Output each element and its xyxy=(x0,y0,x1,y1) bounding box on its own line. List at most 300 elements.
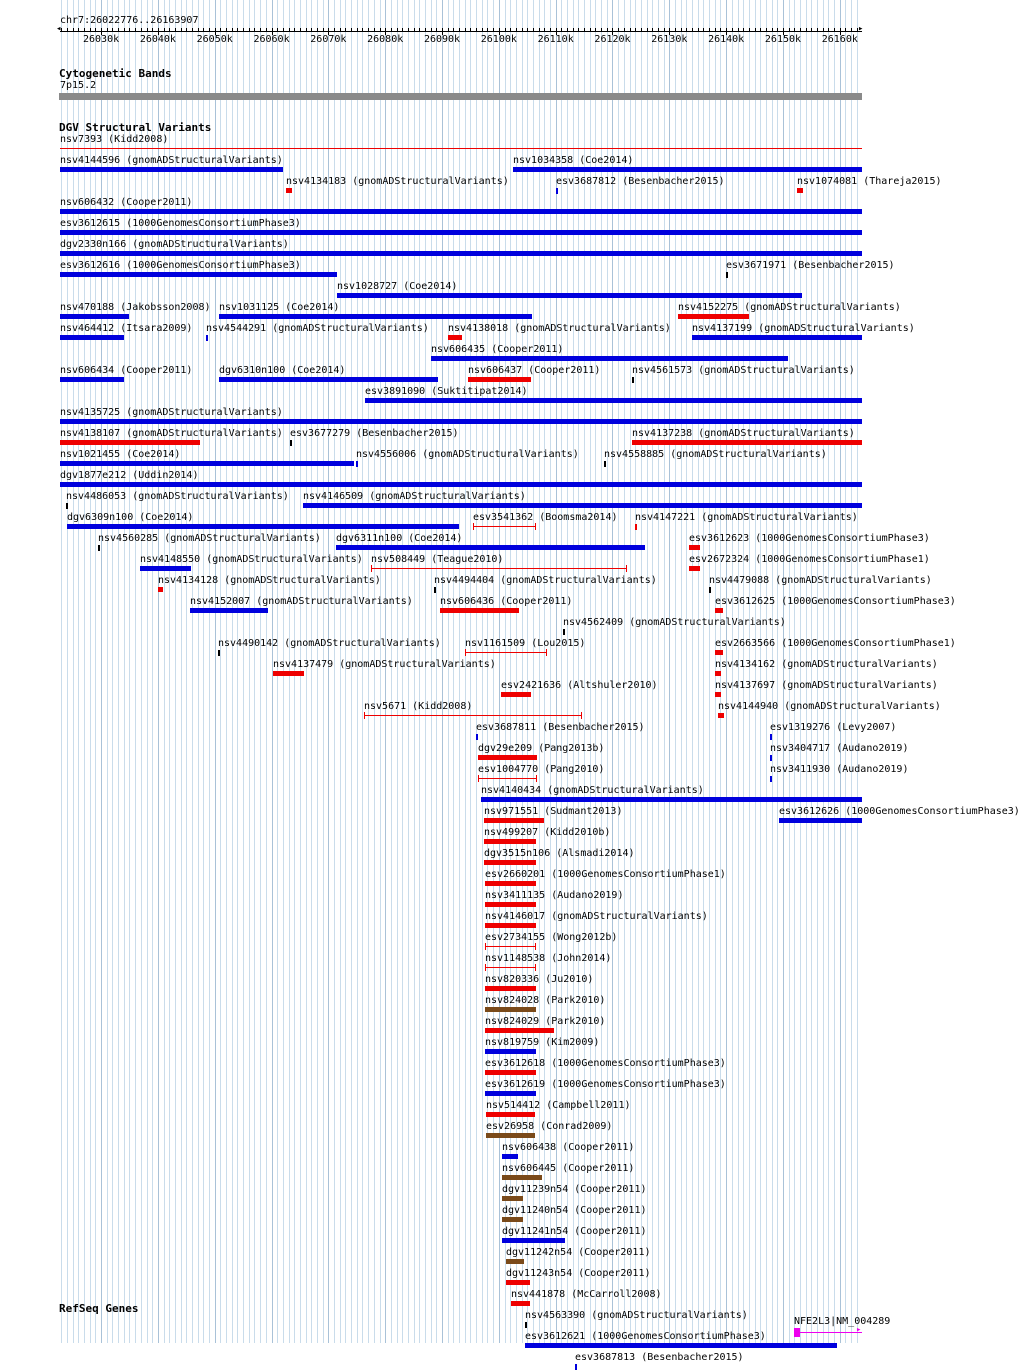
variant-marker[interactable] xyxy=(525,1322,527,1328)
ruler-minor-tick xyxy=(95,28,96,31)
gridline xyxy=(811,0,812,1343)
gridline xyxy=(749,0,750,1343)
scroll-left-icon[interactable]: ◂ xyxy=(56,24,62,34)
variant-marker[interactable] xyxy=(206,335,208,341)
variant-label[interactable]: nsv606432 (Cooper2011) xyxy=(60,197,193,208)
gridline xyxy=(777,0,778,1343)
gridline xyxy=(493,0,494,1343)
variant-label[interactable]: nsv4494404 (gnomADStructuralVariants) xyxy=(434,575,657,586)
variant-label[interactable]: dgv3515n106 (Alsmadi2014) xyxy=(484,848,635,859)
gene-label[interactable]: NFE2L3|NM_004289 xyxy=(794,1316,891,1327)
variant-label[interactable]: dgv11239n54 (Cooper2011) xyxy=(502,1184,647,1195)
variant-label[interactable]: esv2672324 (1000GenomesConsortiumPhase1) xyxy=(689,554,930,565)
variant-label[interactable]: nsv4137199 (gnomADStructuralVariants) xyxy=(692,323,915,334)
variant-label[interactable]: nsv1148538 (John2014) xyxy=(485,953,612,964)
variant-bar[interactable] xyxy=(485,923,536,928)
variant-bar[interactable] xyxy=(468,377,531,382)
variant-label[interactable]: dgv11240n54 (Cooper2011) xyxy=(502,1205,647,1216)
ruler-minor-tick xyxy=(311,28,312,31)
variant-bar[interactable] xyxy=(440,608,519,613)
ruler-tick-label: 26140k xyxy=(708,34,745,45)
variant-label[interactable]: nsv4556006 (gnomADStructuralVariants) xyxy=(356,449,579,460)
ruler-minor-tick xyxy=(544,28,545,31)
variant-bar[interactable] xyxy=(486,1112,535,1117)
gridline xyxy=(652,0,653,1343)
ruler-minor-tick xyxy=(78,28,79,31)
gridline xyxy=(357,0,358,1343)
ruler-minor-tick xyxy=(624,28,625,31)
variant-label[interactable]: nsv606445 (Cooper2011) xyxy=(502,1163,635,1174)
ruler-minor-tick xyxy=(266,28,267,31)
ruler-minor-tick xyxy=(397,28,398,31)
gridline xyxy=(709,0,710,1343)
variant-label[interactable]: dgv6310n100 (Coe2014) xyxy=(219,365,346,376)
ruler-tick-label: 26110k xyxy=(537,34,574,45)
variant-bar[interactable] xyxy=(525,1343,837,1348)
variant-bar[interactable] xyxy=(60,230,862,235)
gridline xyxy=(249,0,250,1343)
variant-bar[interactable] xyxy=(715,608,723,613)
variant-bar[interactable] xyxy=(431,356,788,361)
variant-bar[interactable] xyxy=(506,1280,530,1285)
gridline xyxy=(806,0,807,1343)
variant-label[interactable]: nsv4148550 (gnomADStructuralVariants) xyxy=(140,554,363,565)
ruler-minor-tick xyxy=(817,28,818,31)
gene-model-line[interactable] xyxy=(794,1332,862,1333)
ruler-minor-tick xyxy=(715,28,716,31)
variant-bar[interactable] xyxy=(715,650,723,655)
gridline xyxy=(408,0,409,1343)
variant-label[interactable]: nsv4562409 (gnomADStructuralVariants) xyxy=(563,617,786,628)
ruler-minor-tick xyxy=(834,28,835,31)
variant-bar[interactable] xyxy=(484,818,544,823)
gridline xyxy=(254,0,255,1343)
variant-label[interactable]: esv2734155 (Wong2012b) xyxy=(485,932,618,943)
ruler-minor-tick xyxy=(357,28,358,31)
ruler-minor-tick xyxy=(317,28,318,31)
variant-bar[interactable] xyxy=(715,692,721,697)
variant-bar[interactable] xyxy=(485,1028,554,1033)
variant-bar[interactable] xyxy=(502,1175,542,1180)
variant-bar[interactable] xyxy=(779,818,862,823)
variant-marker[interactable] xyxy=(476,734,478,740)
variant-bracket[interactable] xyxy=(485,946,536,947)
ruler-minor-tick xyxy=(806,28,807,31)
gridline xyxy=(686,0,687,1343)
variant-label[interactable]: nsv4134183 (gnomADStructuralVariants) xyxy=(286,176,509,187)
gridline xyxy=(362,0,363,1343)
gridline xyxy=(198,0,199,1343)
variant-label[interactable]: nsv1028727 (Coe2014) xyxy=(337,281,458,292)
variant-label[interactable]: nsv7393 (Kidd2008) xyxy=(60,134,169,145)
ruler-minor-tick xyxy=(260,28,261,31)
gene-exon[interactable] xyxy=(794,1328,800,1337)
gridline xyxy=(487,0,488,1343)
variant-bar[interactable] xyxy=(60,419,862,424)
variant-label[interactable]: nsv971551 (Sudmant2013) xyxy=(484,806,623,817)
variant-label[interactable]: nsv4560285 (gnomADStructuralVariants) xyxy=(98,533,321,544)
variant-bar[interactable] xyxy=(502,1217,523,1222)
variant-marker[interactable] xyxy=(563,629,565,635)
gridline xyxy=(351,0,352,1343)
ruler-minor-tick xyxy=(374,28,375,31)
ruler-minor-tick xyxy=(391,28,392,31)
variant-label[interactable]: esv3612619 (1000GenomesConsortiumPhase3) xyxy=(485,1079,726,1090)
ruler-tick-label: 26130k xyxy=(651,34,688,45)
gridline xyxy=(470,0,471,1343)
variant-label[interactable]: nsv606437 (Cooper2011) xyxy=(468,365,601,376)
ruler-minor-tick xyxy=(402,28,403,31)
variant-label[interactable]: nsv4561573 (gnomADStructuralVariants) xyxy=(632,365,855,376)
ruler-minor-tick xyxy=(681,28,682,31)
variant-label[interactable]: esv3612615 (1000GenomesConsortiumPhase3) xyxy=(60,218,301,229)
variant-label[interactable]: nsv4135725 (gnomADStructuralVariants) xyxy=(60,407,283,418)
ruler-minor-tick xyxy=(527,28,528,31)
variant-bar[interactable] xyxy=(485,1091,536,1096)
gridline xyxy=(476,0,477,1343)
variant-bar[interactable] xyxy=(140,566,191,571)
variant-label[interactable]: nsv4146017 (gnomADStructuralVariants) xyxy=(485,911,708,922)
variant-bar[interactable] xyxy=(797,188,803,193)
ruler-minor-tick xyxy=(789,28,790,31)
gridline xyxy=(840,0,841,1343)
gridline xyxy=(845,0,846,1343)
variant-marker[interactable] xyxy=(726,272,728,278)
gridline xyxy=(345,0,346,1343)
variant-marker[interactable] xyxy=(434,587,436,593)
variant-label[interactable]: nsv4152275 (gnomADStructuralVariants) xyxy=(678,302,901,313)
variant-label[interactable]: dgv2330n166 (gnomADStructuralVariants) xyxy=(60,239,289,250)
variant-marker[interactable] xyxy=(575,1364,577,1370)
gridline xyxy=(334,0,335,1343)
gridline xyxy=(459,0,460,1343)
variant-marker[interactable] xyxy=(770,776,772,782)
gridline xyxy=(374,0,375,1343)
ruler-minor-tick xyxy=(664,28,665,31)
variant-label[interactable]: esv2421636 (Altshuler2010) xyxy=(501,680,658,691)
variant-bar[interactable] xyxy=(60,167,283,172)
variant-label[interactable]: esv3612621 (1000GenomesConsortiumPhase3) xyxy=(525,1331,766,1342)
variant-label[interactable]: esv3687811 (Besenbacher2015) xyxy=(476,722,645,733)
variant-bar[interactable] xyxy=(484,860,536,865)
variant-label[interactable]: nsv4140434 (gnomADStructuralVariants) xyxy=(481,785,704,796)
gridline xyxy=(738,0,739,1343)
variant-label[interactable]: esv3612623 (1000GenomesConsortiumPhase3) xyxy=(689,533,930,544)
variant-label[interactable]: nsv4134128 (gnomADStructuralVariants) xyxy=(158,575,381,586)
variant-label[interactable]: nsv819759 (Kim2009) xyxy=(485,1037,600,1048)
ruler-minor-tick xyxy=(419,28,420,31)
variant-bar[interactable] xyxy=(692,335,862,340)
variant-marker[interactable] xyxy=(635,524,637,530)
gridline xyxy=(425,0,426,1343)
gridline xyxy=(209,0,210,1343)
variant-bar[interactable] xyxy=(689,545,700,550)
variant-bar[interactable] xyxy=(60,482,862,487)
gridline xyxy=(311,0,312,1343)
ruler-minor-tick xyxy=(351,28,352,31)
gridline xyxy=(743,0,744,1343)
variant-label[interactable]: nsv1021455 (Coe2014) xyxy=(60,449,181,460)
variant-marker[interactable] xyxy=(632,377,634,383)
ruler-minor-tick xyxy=(124,28,125,31)
variant-label[interactable]: dgv6309n100 (Coe2014) xyxy=(67,512,194,523)
variant-label[interactable]: nsv820336 (Ju2010) xyxy=(485,974,594,985)
variant-bar[interactable] xyxy=(60,272,337,277)
variant-label[interactable]: esv1004770 (Pang2010) xyxy=(478,764,605,775)
variant-label[interactable]: nsv499207 (Kidd2010b) xyxy=(484,827,611,838)
variant-label[interactable]: nsv1161509 (Lou2015) xyxy=(465,638,586,649)
gridline xyxy=(783,0,784,1343)
ruler-minor-tick xyxy=(254,28,255,31)
variant-label[interactable]: esv3612626 (1000GenomesConsortiumPhase3) xyxy=(779,806,1020,817)
variant-label[interactable]: nsv606434 (Cooper2011) xyxy=(60,365,193,376)
variant-label[interactable]: nsv3404717 (Audano2019) xyxy=(770,743,909,754)
ruler-minor-tick xyxy=(845,28,846,31)
variant-marker[interactable] xyxy=(98,545,100,551)
variant-label[interactable]: esv3612616 (1000GenomesConsortiumPhase3) xyxy=(60,260,301,271)
variant-label[interactable]: nsv4558885 (gnomADStructuralVariants) xyxy=(604,449,827,460)
ruler-minor-tick xyxy=(283,28,284,31)
ruler-minor-tick xyxy=(147,28,148,31)
ruler-minor-tick xyxy=(465,28,466,31)
variant-label[interactable]: esv3687812 (Besenbacher2015) xyxy=(556,176,725,187)
ruler-minor-tick xyxy=(112,28,113,31)
variant-marker[interactable] xyxy=(290,440,292,446)
cytoband-track-title: Cytogenetic Bands xyxy=(59,67,172,80)
variant-label[interactable]: dgv1877e212 (Uddin2014) xyxy=(60,470,199,481)
variant-label[interactable]: esv3891090 (Suktitipat2014) xyxy=(365,386,528,397)
variant-bar[interactable] xyxy=(484,839,536,844)
variant-label[interactable]: nsv441878 (McCarroll2008) xyxy=(511,1289,662,1300)
ruler-minor-tick xyxy=(641,28,642,31)
variant-bar[interactable] xyxy=(689,566,700,571)
variant-bar[interactable] xyxy=(485,1007,536,1012)
variant-label[interactable]: nsv4134162 (gnomADStructuralVariants) xyxy=(715,659,938,670)
ruler-minor-tick xyxy=(237,28,238,31)
variant-label[interactable]: nsv464412 (Itsara2009) xyxy=(60,323,193,334)
variant-bar[interactable] xyxy=(478,755,537,760)
gridline xyxy=(726,0,727,1343)
variant-bar[interactable] xyxy=(513,167,862,172)
variant-label[interactable]: dgv11241n54 (Cooper2011) xyxy=(502,1226,647,1237)
variant-label[interactable]: nsv1074081 (Thareja2015) xyxy=(797,176,942,187)
variant-bar[interactable] xyxy=(501,692,531,697)
variant-bar[interactable] xyxy=(485,902,536,907)
variant-bar[interactable] xyxy=(486,1133,535,1138)
variant-bar[interactable] xyxy=(502,1238,565,1243)
ruler-minor-tick xyxy=(595,28,596,31)
variant-bar[interactable] xyxy=(678,314,749,319)
variant-bar[interactable] xyxy=(60,251,862,256)
variant-bar[interactable] xyxy=(337,293,802,298)
ruler-minor-tick xyxy=(323,28,324,31)
variant-bar[interactable] xyxy=(485,986,536,991)
refseq-track-title: RefSeq Genes xyxy=(59,1302,139,1315)
variant-label[interactable]: nsv508449 (Teague2010) xyxy=(371,554,504,565)
scroll-right-icon[interactable]: ▸ xyxy=(858,24,864,34)
variant-label[interactable]: nsv4137697 (gnomADStructuralVariants) xyxy=(715,680,938,691)
ruler-minor-tick xyxy=(755,28,756,31)
ruler-tick-label: 26060k xyxy=(253,34,290,45)
ruler-minor-tick xyxy=(186,28,187,31)
variant-label[interactable]: nsv4544291 (gnomADStructuralVariants) xyxy=(206,323,429,334)
variant-bar[interactable] xyxy=(481,797,862,802)
variant-label[interactable]: esv3612618 (1000GenomesConsortiumPhase3) xyxy=(485,1058,726,1069)
variant-label[interactable]: esv2663566 (1000GenomesConsortiumPhase1) xyxy=(715,638,956,649)
ruler-minor-tick xyxy=(493,28,494,31)
gridline xyxy=(237,0,238,1343)
variant-marker[interactable] xyxy=(356,461,358,467)
variant-label[interactable]: esv3677279 (Besenbacher2015) xyxy=(290,428,459,439)
variant-label[interactable]: nsv4138107 (gnomADStructuralVariants) xyxy=(60,428,283,439)
variant-bar[interactable] xyxy=(506,1259,524,1264)
ruler-minor-tick xyxy=(249,28,250,31)
variant-bracket[interactable] xyxy=(364,715,582,716)
variant-label[interactable]: nsv4563390 (gnomADStructuralVariants) xyxy=(525,1310,748,1321)
variant-bar[interactable] xyxy=(365,398,862,403)
variant-marker[interactable] xyxy=(709,587,711,593)
variant-label[interactable]: nsv4144596 (gnomADStructuralVariants) xyxy=(60,155,283,166)
ruler-minor-tick xyxy=(340,28,341,31)
variant-label[interactable]: esv1319276 (Levy2007) xyxy=(770,722,897,733)
ruler-minor-tick xyxy=(232,28,233,31)
ruler-tick-label: 26070k xyxy=(310,34,347,45)
variant-bar[interactable] xyxy=(60,377,124,382)
variant-label[interactable]: nsv470188 (Jakobsson2008) xyxy=(60,302,211,313)
variant-bar[interactable] xyxy=(60,461,354,466)
variant-label[interactable]: nsv1034358 (Coe2014) xyxy=(513,155,634,166)
variant-label[interactable]: nsv824029 (Park2010) xyxy=(485,1016,606,1027)
variant-label[interactable]: nsv1031125 (Coe2014) xyxy=(219,302,340,313)
variant-bar[interactable] xyxy=(511,1301,530,1306)
variant-bar[interactable] xyxy=(303,503,862,508)
variant-bar[interactable] xyxy=(60,209,862,214)
variant-bar[interactable] xyxy=(632,440,862,445)
ruler-minor-tick xyxy=(448,28,449,31)
variant-label[interactable]: nsv606435 (Cooper2011) xyxy=(431,344,564,355)
ruler-minor-tick xyxy=(760,28,761,31)
variant-bar[interactable] xyxy=(502,1154,518,1159)
variant-label[interactable]: dgv29e209 (Pang2013b) xyxy=(478,743,605,754)
variant-bar[interactable] xyxy=(502,1196,523,1201)
variant-label[interactable]: nsv4146509 (gnomADStructuralVariants) xyxy=(303,491,526,502)
variant-marker[interactable] xyxy=(770,734,772,740)
variant-label[interactable]: nsv4144940 (gnomADStructuralVariants) xyxy=(718,701,941,712)
variant-bar[interactable] xyxy=(219,314,532,319)
ruler-minor-tick xyxy=(652,28,653,31)
variant-bar[interactable] xyxy=(158,587,163,592)
variant-label[interactable]: esv2660201 (1000GenomesConsortiumPhase1) xyxy=(485,869,726,880)
variant-label[interactable]: nsv4138018 (gnomADStructuralVariants) xyxy=(448,323,671,334)
variant-marker[interactable] xyxy=(770,755,772,761)
variant-marker[interactable] xyxy=(66,503,68,509)
variant-bar[interactable] xyxy=(718,713,724,718)
ruler-minor-tick xyxy=(601,28,602,31)
gridline xyxy=(203,0,204,1343)
variant-bar[interactable] xyxy=(448,335,462,340)
variant-bracket[interactable] xyxy=(465,652,547,653)
gridline xyxy=(368,0,369,1343)
variant-label[interactable]: nsv514412 (Campbell2011) xyxy=(486,1100,631,1111)
gridline xyxy=(800,0,801,1343)
variant-label[interactable]: dgv11243n54 (Cooper2011) xyxy=(506,1268,651,1279)
strand-arrow-icon: ▸ xyxy=(856,1325,862,1335)
gridline xyxy=(641,0,642,1343)
ruler-minor-tick xyxy=(470,28,471,31)
variant-bar[interactable] xyxy=(336,545,645,550)
variant-label[interactable]: nsv4137479 (gnomADStructuralVariants) xyxy=(273,659,496,670)
variant-bracket[interactable] xyxy=(371,568,627,569)
variant-label[interactable]: esv26958 (Conrad2009) xyxy=(486,1121,613,1132)
variant-bar[interactable] xyxy=(715,671,721,676)
gridline xyxy=(442,0,443,1343)
gridline xyxy=(243,0,244,1343)
variant-marker[interactable] xyxy=(556,188,558,194)
variant-bar[interactable] xyxy=(190,608,268,613)
variant-bar[interactable] xyxy=(60,335,124,340)
variant-label[interactable]: nsv4479088 (gnomADStructuralVariants) xyxy=(709,575,932,586)
gridline xyxy=(465,0,466,1343)
variant-label[interactable]: dgv6311n100 (Coe2014) xyxy=(336,533,463,544)
variant-bar[interactable] xyxy=(485,1049,536,1054)
variant-span-line[interactable] xyxy=(60,148,862,149)
variant-bar[interactable] xyxy=(219,377,438,382)
variant-label[interactable]: nsv606438 (Cooper2011) xyxy=(502,1142,635,1153)
variant-label[interactable]: esv3612625 (1000GenomesConsortiumPhase3) xyxy=(715,596,956,607)
variant-label[interactable]: nsv4490142 (gnomADStructuralVariants) xyxy=(218,638,441,649)
gridline xyxy=(772,0,773,1343)
variant-bracket[interactable] xyxy=(473,526,536,527)
variant-bar[interactable] xyxy=(60,440,200,445)
variant-label[interactable]: dgv11242n54 (Cooper2011) xyxy=(506,1247,651,1258)
gridline xyxy=(681,0,682,1343)
gridline xyxy=(266,0,267,1343)
variant-bar[interactable] xyxy=(67,524,459,529)
variant-label[interactable]: nsv4147221 (gnomADStructuralVariants) xyxy=(635,512,858,523)
variant-bar[interactable] xyxy=(485,1070,536,1075)
ruler-minor-tick xyxy=(414,28,415,31)
variant-label[interactable]: esv3541362 (Boomsma2014) xyxy=(473,512,618,523)
variant-label[interactable]: esv3671971 (Besenbacher2015) xyxy=(726,260,895,271)
variant-marker[interactable] xyxy=(218,650,220,656)
variant-bracket[interactable] xyxy=(478,778,537,779)
variant-bar[interactable] xyxy=(273,671,304,676)
ruler-minor-tick xyxy=(169,28,170,31)
cytoband-bar[interactable] xyxy=(59,93,862,100)
variant-label[interactable]: nsv4152007 (gnomADStructuralVariants) xyxy=(190,596,413,607)
gridline xyxy=(658,0,659,1343)
ruler-minor-tick xyxy=(192,28,193,31)
variant-marker[interactable] xyxy=(604,461,606,467)
variant-bar[interactable] xyxy=(60,314,129,319)
ruler-minor-tick xyxy=(607,28,608,31)
ruler-minor-tick xyxy=(129,28,130,31)
variant-label[interactable]: nsv3411930 (Audano2019) xyxy=(770,764,909,775)
gridline xyxy=(323,0,324,1343)
variant-label[interactable]: nsv4137238 (gnomADStructuralVariants) xyxy=(632,428,855,439)
variant-label[interactable]: nsv606436 (Cooper2011) xyxy=(440,596,573,607)
variant-label[interactable]: esv3687813 (Besenbacher2015) xyxy=(575,1352,744,1363)
variant-label[interactable]: nsv5671 (Kidd2008) xyxy=(364,701,473,712)
cytoband-label: 7p15.2 xyxy=(60,80,97,91)
variant-label[interactable]: nsv824028 (Park2010) xyxy=(485,995,606,1006)
variant-bar[interactable] xyxy=(286,188,292,193)
variant-label[interactable]: nsv3411135 (Audano2019) xyxy=(485,890,624,901)
variant-label[interactable]: nsv4486053 (gnomADStructuralVariants) xyxy=(66,491,289,502)
variant-bar[interactable] xyxy=(485,881,536,886)
variant-bracket[interactable] xyxy=(485,967,536,968)
ruler-tick-label: 26100k xyxy=(480,34,517,45)
